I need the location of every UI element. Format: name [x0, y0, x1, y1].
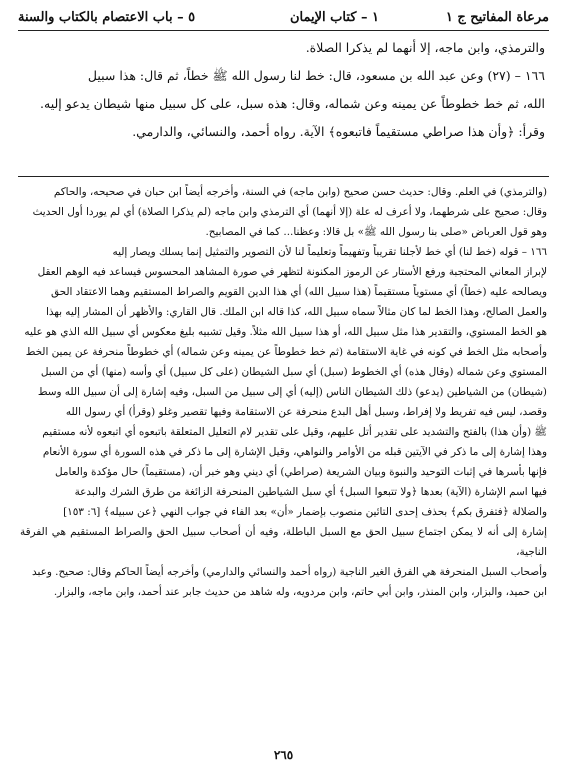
- commentary-line: ﷺ (وأن هذا) بالفتح والتشديد على تقدير أتل عليهم، وقيل على تقدير لام التعليل المتعلقة باتبعوه أي اتبعوه لأنه مستقيم: [42, 426, 547, 438]
- commentary-line: (شيطان) من الشياطين (يدعو) ذلك الشيطان الناس (إليه) أي إلى سبيل من السبل، وفيه إشارة إلى أن سبيل الله وسط: [37, 386, 547, 398]
- commentary-line: ويصالحه عليه (خطاً) أي مستوياً مستقيماً (هذا سبيل الله) أي هذا الدين القويم والصراط المستقيم وهما الاعتقاد الحق: [50, 286, 547, 298]
- page-number: ٢٦٥: [273, 748, 294, 762]
- commentary-line: هو الخط المستوي، والتقدير هذا مثل سبيل الله، أو هذا سبيل الله مثلاً. وقيل تشبيه بليغ معكوس أي سبيل الله الذي هو عليه: [24, 326, 547, 338]
- commentary-line: ابن حميد، والبزار، وابن المنذر، وابن أبي حاتم، وابن مردويه، وله شاهد من حديث جابر عند أحمد، وابن ماجه، والبزار.: [53, 586, 547, 598]
- header-section-title: ٥ – باب الاعتصام بالكتاب والسنة: [18, 10, 196, 25]
- running-header: [18, 6, 549, 30]
- commentary-line: والضلالة ﴿فتفرق بكم﴾ بحذف إحدى التائين منصوب بإضمار «أن» بعد الفاء في جواب النهي ﴿عن سبيله﴾ [٦: ١٥٣]: [63, 506, 547, 518]
- commentary-line: المستوي وعن شماله (وقال هذه) أي الخطوط (سبل) أي سبل الشيطان (على كل سبيل) أي وأسه (منها) أي من السبل: [40, 366, 547, 378]
- hadith-line: وقرأ: ﴿وأن هذا صراطي مستقيماً فاتبعوه﴾ الآية. رواه أحمد، والنسائي، والدارمي.: [132, 124, 545, 139]
- commentary-line: وهذا إشارة إلى ما ذكر في الآيتين قبله من الأوامر والنواهي، وقيل الإشارة إلى ما ذكر في هذه السورة أي سورة الأنعام: [42, 446, 547, 458]
- header-chapter-title: ١ – كتاب الإيمان: [289, 10, 379, 25]
- commentary-line: وهو قول العرباض «صلى بنا رسول الله ﷺ» بل قالا: وعظنا... كما في المصابيح.: [205, 226, 547, 238]
- hadith-line: والترمذي، وابن ماجه، إلا أنهما لم يذكرا الصلاة.: [305, 40, 545, 55]
- commentary-line: فيها اسم الإشارة (الآية) بعدها ﴿ولا تتبعوا السبل﴾ أي سبل الشياطين المنحرفة الزائغة من طرق الشرك والبدعة: [74, 486, 547, 498]
- commentary-text: [20, 182, 547, 602]
- commentary-line: وقال: صحيح على شرطهما، ولا أعرف له علة (إلا أنهما) أي الترمذي وابن ماجه (لم يذكرا الصلاة) أي لم يوردا أول الحديث: [32, 206, 547, 218]
- header-book-title: مرعاة المفاتيح ج ١: [445, 10, 549, 25]
- commentary-line: ١٦٦ – قوله (خط لنا) أي خط لأجلنا تقريباً وتفهيماً وتعليماً لنا لأن التصوير والتمثيل إنما يسلك ويصار إليه: [112, 246, 547, 258]
- commentary-line: والعمل الصالح، وهذا الخط لما كان مثالاً سماه سبيل الله، كذا قاله ابن الملك. قال القاري: والأظهر أن المشار إليه بهذا: [45, 306, 547, 318]
- section-divider: [18, 176, 549, 177]
- hadith-text: [22, 34, 545, 146]
- hadith-line: ١٦٦ – (٢٧) وعن عبد الله بن مسعود، قال: خط لنا رسول الله ﷺ خطاً، ثم قال: هذا سبيل: [87, 68, 545, 83]
- commentary-line: إشارة إلى أنه لا يمكن اجتماع سبيل الحق مع السبل الباطلة، وفيه أن أصحاب سبيل الحق والصراط المستقيم هي الفرقة الناجية،: [20, 526, 547, 558]
- commentary-line: لإبراز المعاني المحتجبة ورفع الأستار عن الرموز المكنونة لتظهر في صورة المشاهد المحسوس فيساعد فيه الوهم العقل: [37, 266, 547, 278]
- commentary-line: وأصحابه مثل الخط في كونه في غاية الاستقامة (ثم خط خطوطاً عن يمينه وعن شماله) أي خطوطاً منحرفة عن يمين الخط: [25, 346, 547, 358]
- commentary-line: (والترمذي) في العلم. وقال: حديث حسن صحيح (وابن ماجه) في السنة، وأخرجه أيضاً ابن حبان في صحيحه، والحاكم: [53, 186, 547, 198]
- commentary-line: وأصحاب السبل المنحرفة هي الفرق الغير الناجية (رواه أحمد والنسائي والدارمي) وأخرجه أيضاً الحاكم وقال: صحيح. وعبد: [32, 566, 547, 578]
- header-rule: [18, 30, 549, 31]
- commentary-line: فإنها بأسرها في إثبات التوحيد والنبوة وبيان الشريعة (صراطي) أي ديني وهو خبر أن، (مستقيماً) حال مؤكدة والعامل: [55, 466, 547, 478]
- commentary-line: وقصد، ليس فيه تفريط ولا إفراط، وسبل أهل البدع منحرفة عن الاستقامة وفيها تقصير وغلو (وقرأ) أي رسول الله: [65, 406, 547, 418]
- hadith-line: الله، ثم خط خطوطاً عن يمينه وعن شماله، وقال: هذه سبل، على كل سبيل منها شيطان يدعو إليه.: [40, 96, 545, 111]
